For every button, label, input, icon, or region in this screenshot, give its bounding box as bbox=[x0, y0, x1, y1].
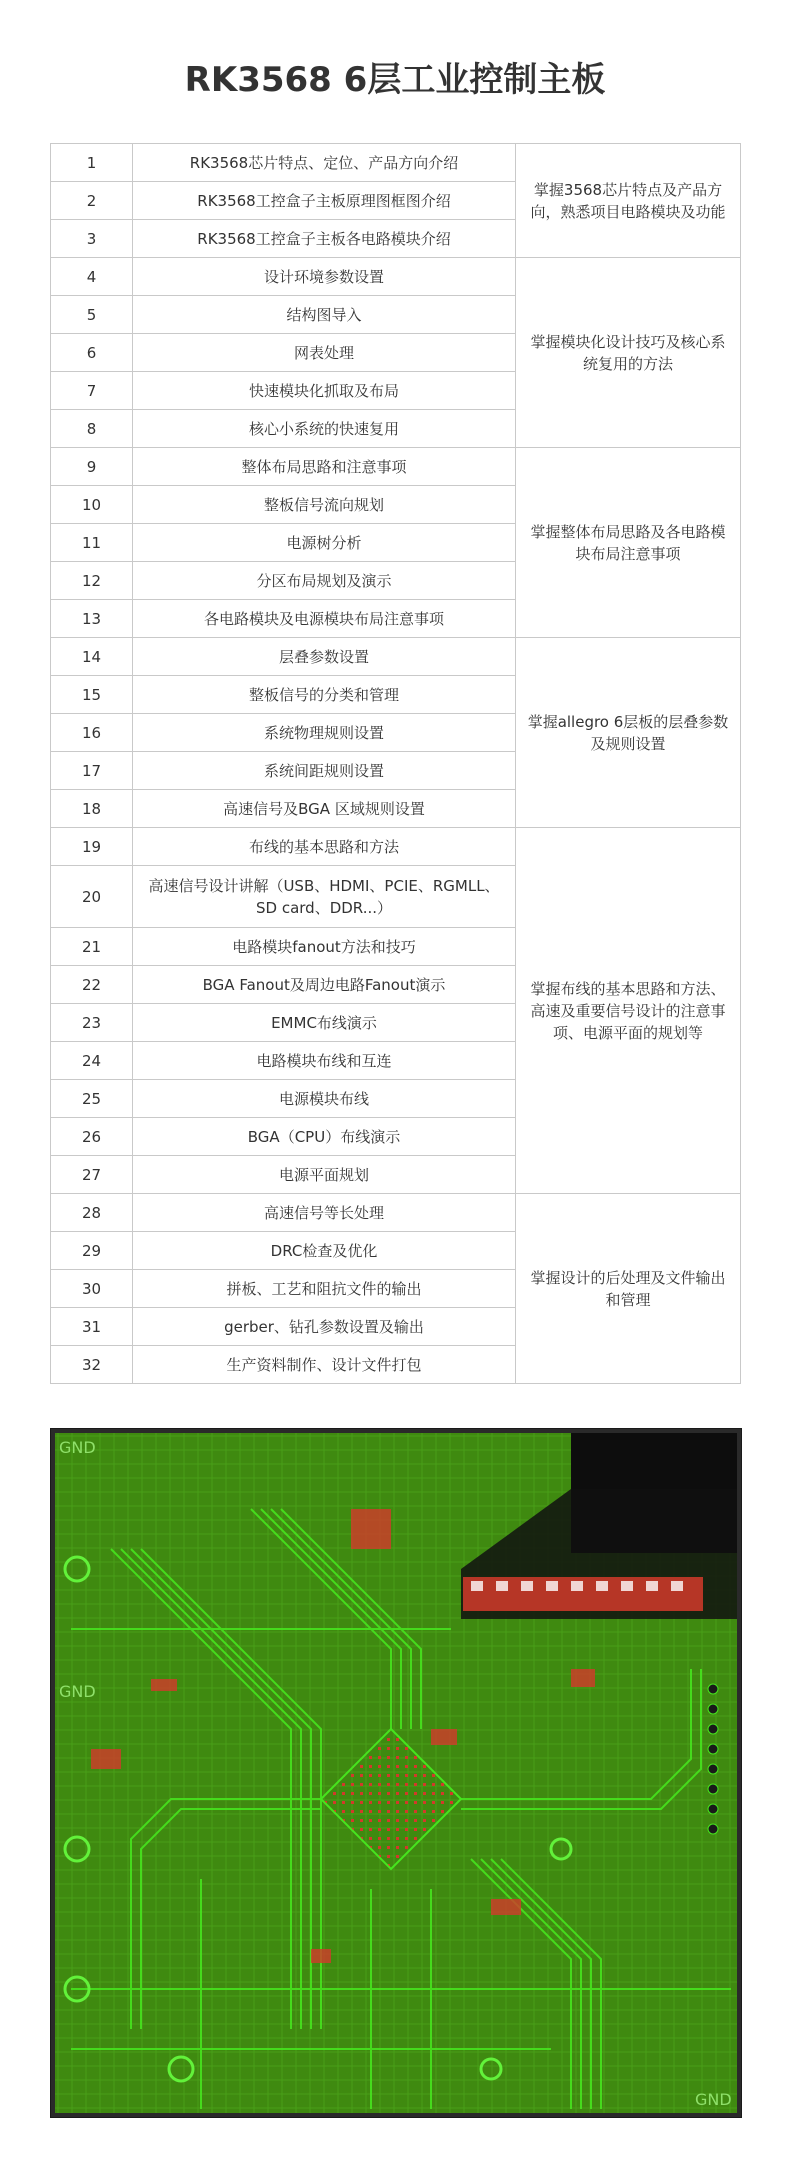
row-number: 5 bbox=[51, 296, 133, 334]
row-topic: gerber、钻孔参数设置及输出 bbox=[133, 1308, 516, 1346]
row-number: 21 bbox=[51, 928, 133, 966]
row-topic: 快速模块化抓取及布局 bbox=[133, 372, 516, 410]
row-topic: 结构图导入 bbox=[133, 296, 516, 334]
row-number: 12 bbox=[51, 562, 133, 600]
table-row bbox=[51, 258, 741, 296]
row-number: 24 bbox=[51, 1042, 133, 1080]
row-topic: 电源树分析 bbox=[133, 524, 516, 562]
row-topic: 整板信号的分类和管理 bbox=[133, 676, 516, 714]
row-goal: 掌握allegro 6层板的层叠参数及规则设置 bbox=[516, 638, 741, 828]
row-topic: BGA Fanout及周边电路Fanout演示 bbox=[133, 966, 516, 1004]
row-number: 10 bbox=[51, 486, 133, 524]
row-topic: 整体布局思路和注意事项 bbox=[133, 448, 516, 486]
row-topic: RK3568工控盒子主板各电路模块介绍 bbox=[133, 220, 516, 258]
row-number: 2 bbox=[51, 182, 133, 220]
row-number: 3 bbox=[51, 220, 133, 258]
row-topic: EMMC布线演示 bbox=[133, 1004, 516, 1042]
row-topic: 层叠参数设置 bbox=[133, 638, 516, 676]
pcb-label-gnd: GND bbox=[695, 2090, 732, 2109]
row-topic: 系统间距规则设置 bbox=[133, 752, 516, 790]
pcb-label-gnd: GND bbox=[59, 1682, 96, 1701]
table-row bbox=[51, 828, 741, 866]
row-number: 17 bbox=[51, 752, 133, 790]
row-number: 6 bbox=[51, 334, 133, 372]
row-topic: 高速信号设计讲解（USB、HDMI、PCIE、RGMLL、SD card、DDR...） bbox=[133, 866, 516, 928]
row-goal: 掌握模块化设计技巧及核心系统复用的方法 bbox=[516, 258, 741, 448]
row-number: 25 bbox=[51, 1080, 133, 1118]
table-row bbox=[51, 638, 741, 676]
row-number: 14 bbox=[51, 638, 133, 676]
row-topic: RK3568工控盒子主板原理图框图介绍 bbox=[133, 182, 516, 220]
row-topic: 电路模块fanout方法和技巧 bbox=[133, 928, 516, 966]
row-number: 27 bbox=[51, 1156, 133, 1194]
row-topic: BGA（CPU）布线演示 bbox=[133, 1118, 516, 1156]
row-topic: 电源平面规划 bbox=[133, 1156, 516, 1194]
row-number: 9 bbox=[51, 448, 133, 486]
row-number: 20 bbox=[51, 866, 133, 928]
row-number: 18 bbox=[51, 790, 133, 828]
row-topic: DRC检查及优化 bbox=[133, 1232, 516, 1270]
row-number: 1 bbox=[51, 144, 133, 182]
row-topic: 整板信号流向规划 bbox=[133, 486, 516, 524]
row-goal: 掌握布线的基本思路和方法、高速及重要信号设计的注意事项、电源平面的规划等 bbox=[516, 828, 741, 1194]
row-goal: 掌握设计的后处理及文件输出和管理 bbox=[516, 1194, 741, 1384]
row-goal: 掌握3568芯片特点及产品方向，熟悉项目电路模块及功能 bbox=[516, 144, 741, 258]
row-topic: 布线的基本思路和方法 bbox=[133, 828, 516, 866]
row-topic: 电路模块布线和互连 bbox=[133, 1042, 516, 1080]
row-topic: 设计环境参数设置 bbox=[133, 258, 516, 296]
table-row bbox=[51, 1194, 741, 1232]
table-row bbox=[51, 448, 741, 486]
row-topic: 高速信号等长处理 bbox=[133, 1194, 516, 1232]
table-row bbox=[51, 144, 741, 182]
syllabus-table bbox=[50, 143, 741, 1384]
row-topic: RK3568芯片特点、定位、产品方向介绍 bbox=[133, 144, 516, 182]
row-number: 30 bbox=[51, 1270, 133, 1308]
row-topic: 核心小系统的快速复用 bbox=[133, 410, 516, 448]
page-title: RK3568 6层工业控制主板 bbox=[184, 60, 606, 100]
row-number: 31 bbox=[51, 1308, 133, 1346]
row-number: 32 bbox=[51, 1346, 133, 1384]
row-number: 23 bbox=[51, 1004, 133, 1042]
row-number: 11 bbox=[51, 524, 133, 562]
pcb-label-gnd: GND bbox=[59, 1438, 96, 1457]
row-topic: 分区布局规划及演示 bbox=[133, 562, 516, 600]
row-number: 26 bbox=[51, 1118, 133, 1156]
row-topic: 高速信号及BGA 区域规则设置 bbox=[133, 790, 516, 828]
row-number: 29 bbox=[51, 1232, 133, 1270]
row-number: 22 bbox=[51, 966, 133, 1004]
row-number: 19 bbox=[51, 828, 133, 866]
row-topic: 电源模块布线 bbox=[133, 1080, 516, 1118]
row-topic: 生产资料制作、设计文件打包 bbox=[133, 1346, 516, 1384]
row-number: 8 bbox=[51, 410, 133, 448]
row-topic: 系统物理规则设置 bbox=[133, 714, 516, 752]
row-goal: 掌握整体布局思路及各电路模块布局注意事项 bbox=[516, 448, 741, 638]
row-number: 13 bbox=[51, 600, 133, 638]
row-topic: 各电路模块及电源模块布局注意事项 bbox=[133, 600, 516, 638]
row-number: 16 bbox=[51, 714, 133, 752]
row-topic: 网表处理 bbox=[133, 334, 516, 372]
row-number: 28 bbox=[51, 1194, 133, 1232]
row-number: 15 bbox=[51, 676, 133, 714]
pcb-layout-image bbox=[50, 1428, 742, 2118]
row-topic: 拼板、工艺和阻抗文件的输出 bbox=[133, 1270, 516, 1308]
row-number: 7 bbox=[51, 372, 133, 410]
row-number: 4 bbox=[51, 258, 133, 296]
